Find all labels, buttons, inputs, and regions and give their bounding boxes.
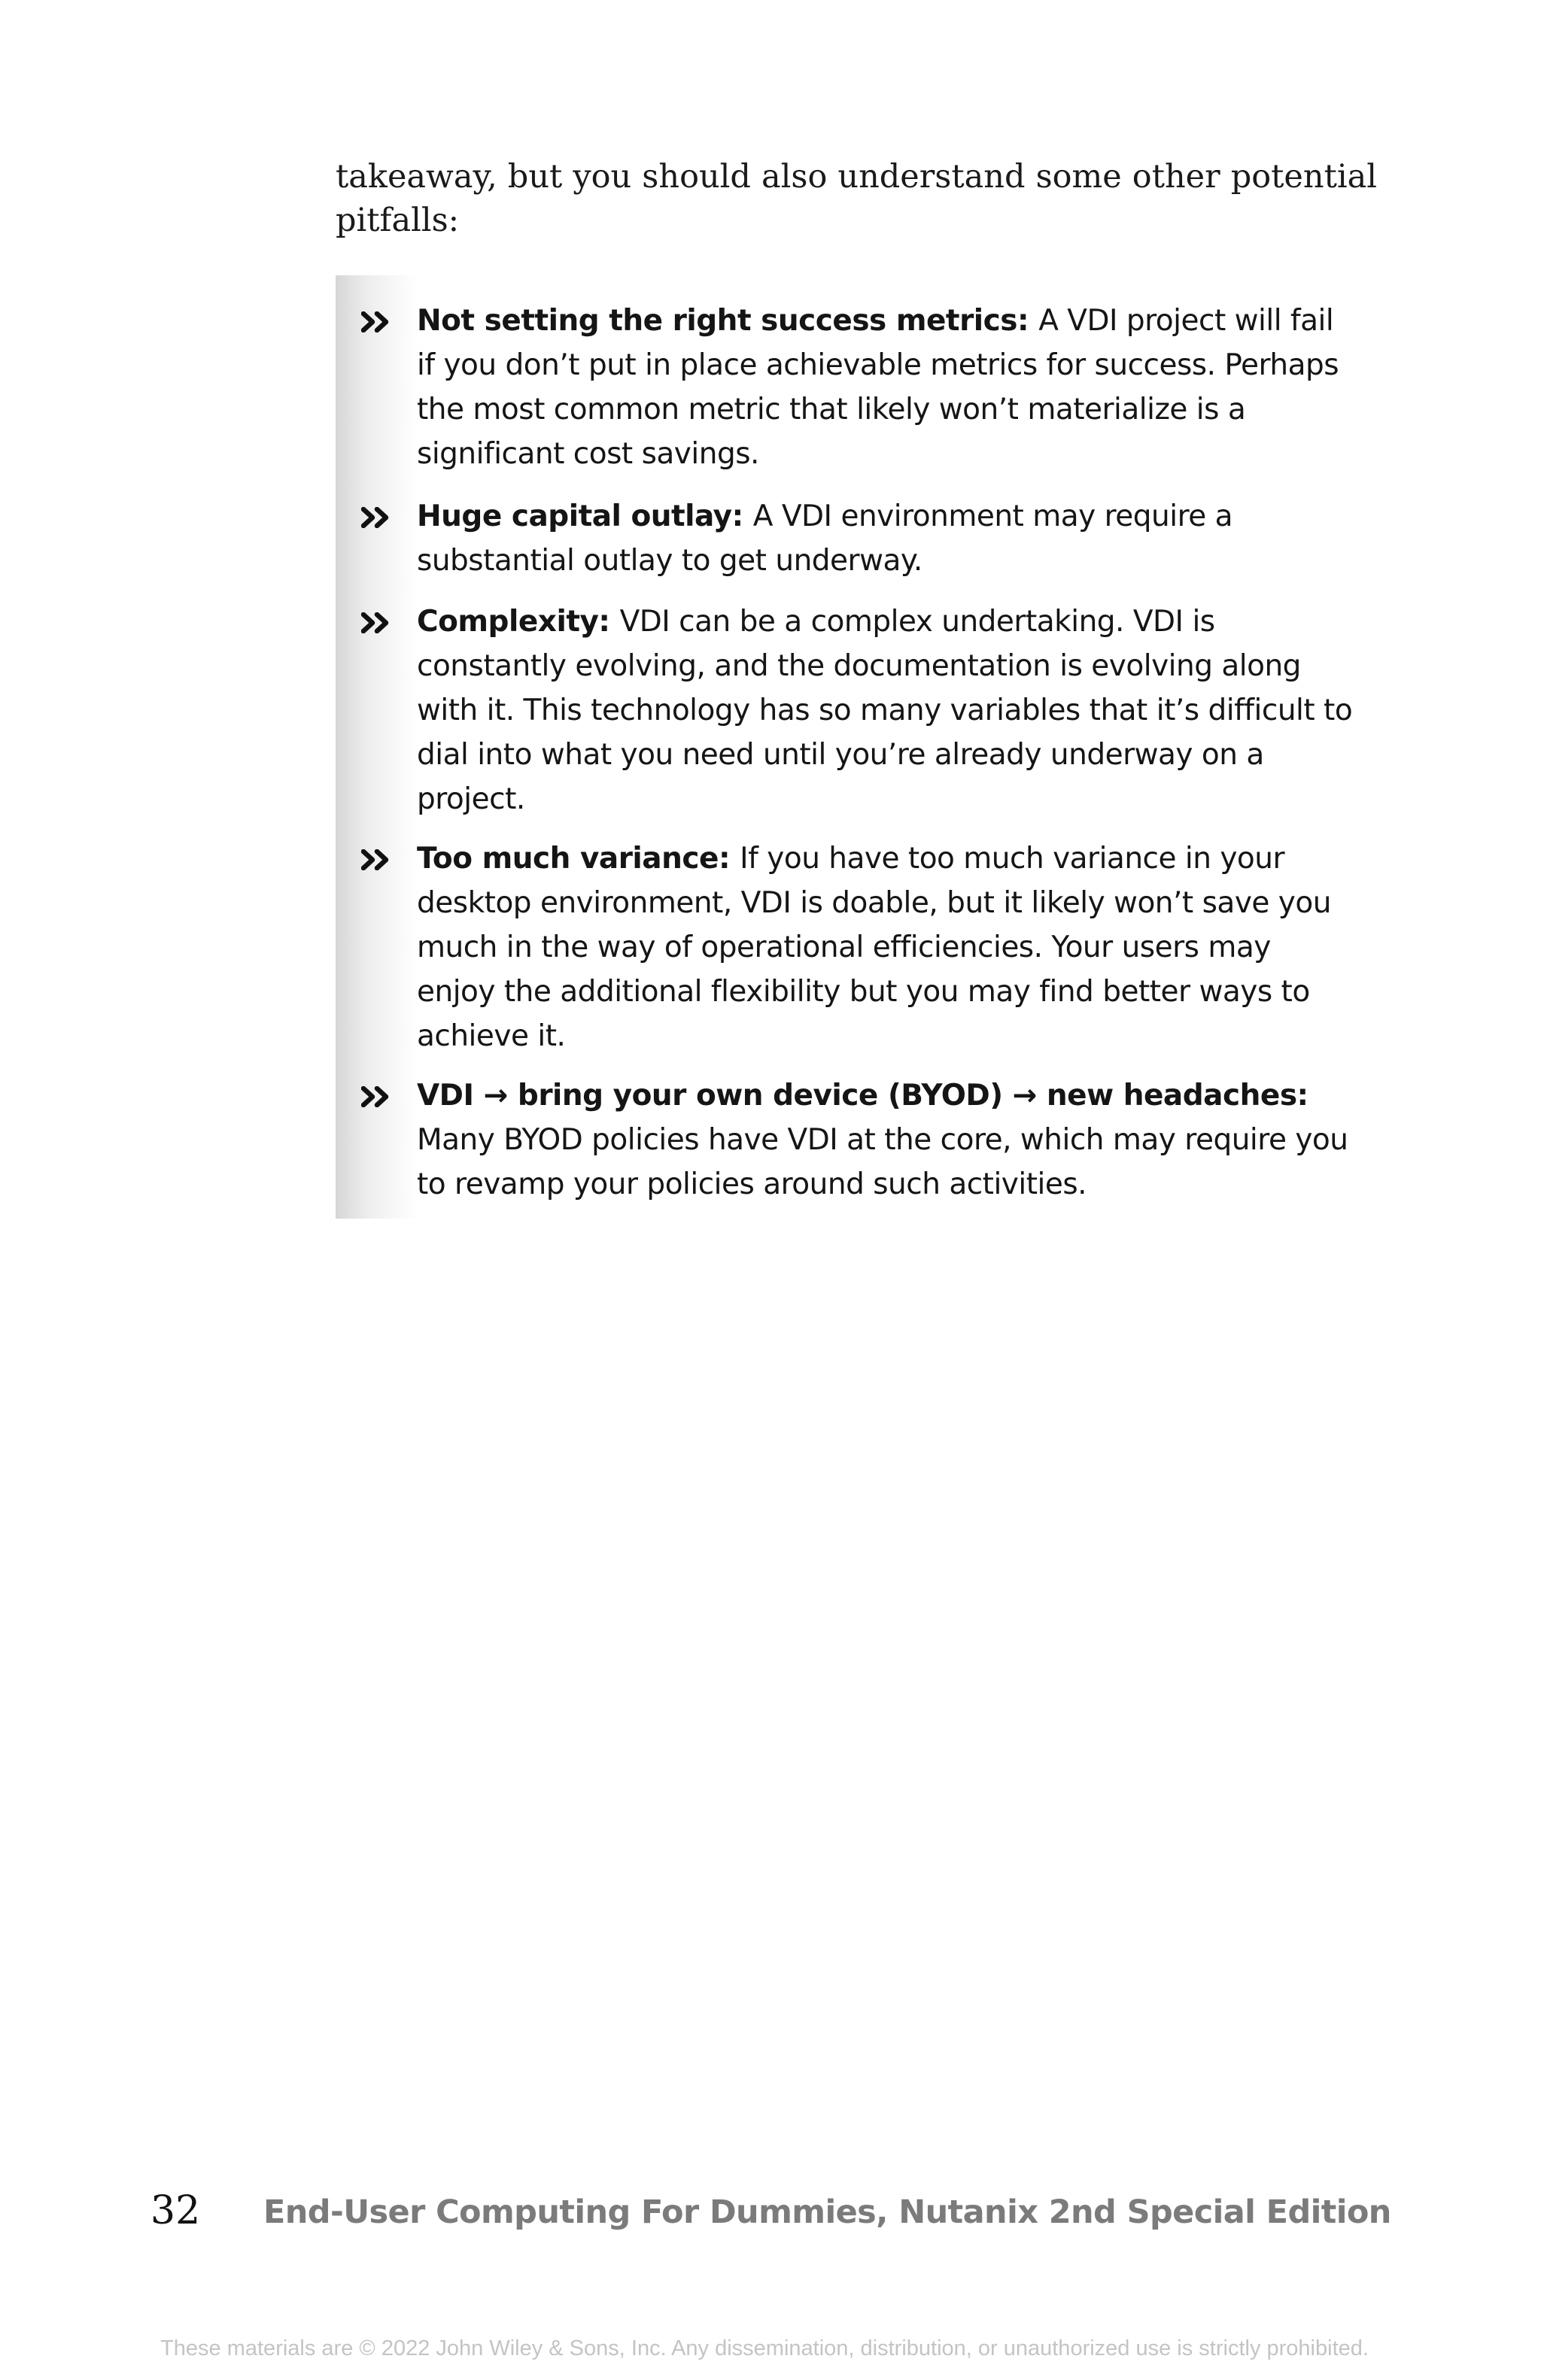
pitfall-description: If you have too much variance in your desktop environment, VDI is doable, but it likely won’t save you much in the way of operational efficiencies. Your users may enjoy the additional flexibility but you may find better ways to achieve it. xyxy=(417,842,1331,1053)
list-item xyxy=(417,494,1357,583)
double-chevron-right-icon xyxy=(361,836,399,881)
pitfalls-list-box xyxy=(336,275,1353,1219)
pitfall-term: VDI → bring your own device (BYOD) → new headaches: xyxy=(417,1079,1308,1113)
pitfall-term: Complexity: xyxy=(417,605,620,639)
page-number: 32 xyxy=(150,2188,201,2233)
pitfall-description: A VDI environment may require a substantial outlay to get underway. xyxy=(417,499,1233,578)
list-item xyxy=(417,1073,1357,1207)
double-chevron-right-icon xyxy=(361,600,399,644)
pitfall-term: Too much variance: xyxy=(417,842,740,876)
list-item xyxy=(417,600,1357,821)
list-item xyxy=(417,299,1357,476)
pitfall-term: Huge capital outlay: xyxy=(417,499,753,533)
intro-paragraph: takeaway, but you should also understand some other potential pitfalls: xyxy=(336,158,1377,239)
double-chevron-right-icon xyxy=(361,299,399,343)
pitfall-description: A VDI project will fail if you don’t put in place achievable metrics for success. Perhaps the most common metric that likely won’t materialize is a significant cost savings. xyxy=(417,304,1339,471)
list-item xyxy=(417,836,1357,1058)
running-footer-title: End-User Computing For Dummies, Nutanix 2nd Special Edition xyxy=(263,2193,1391,2231)
copyright-notice: These materials are © 2022 John Wiley & Sons, Inc. Any dissemination, distribution, or unauthorized use is strictly prohibited. xyxy=(160,2336,1369,2360)
pitfall-term: Not setting the right success metrics: xyxy=(417,304,1039,338)
pitfall-description: VDI can be a complex undertaking. VDI is constantly evolving, and the documentation is evolving along with it. This technology has so many variables that it’s difficult to dial into what you need until you’re already underway on a project. xyxy=(417,605,1353,816)
double-chevron-right-icon xyxy=(361,494,399,539)
double-chevron-right-icon xyxy=(361,1073,399,1118)
pitfall-description: Many BYOD policies have VDI at the core, which may require you to revamp your policies around such activities. xyxy=(417,1123,1348,1201)
